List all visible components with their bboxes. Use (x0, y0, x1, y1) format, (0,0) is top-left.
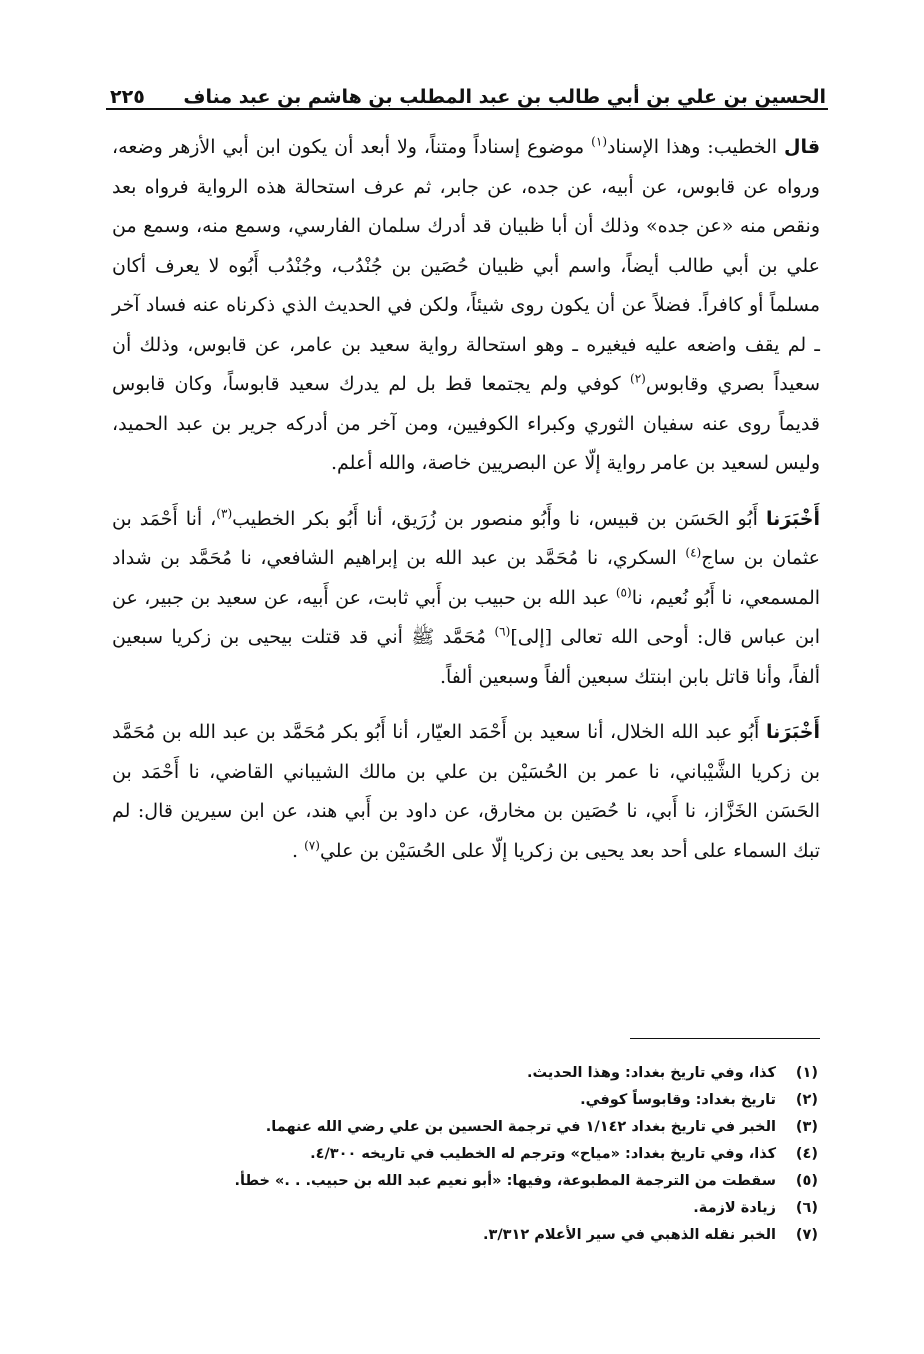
main-text (112, 128, 820, 871)
text-segment: أَبُو الحَسَن بن قبيس، نا وأَبُو منصور بن زُرَيق، أنا أَبُو بكر الخطيب (232, 507, 766, 530)
page-number: ٢٢٥ (110, 86, 145, 108)
text-segment: الخطيب: وهذا الإسناد (607, 136, 784, 158)
footnote-number: (٢) (795, 1092, 818, 1108)
paragraph-lead: أَخْبَرَنا (765, 721, 820, 743)
footnote-number: (٦) (795, 1200, 818, 1216)
text-segment: كوفي ولم يجتمعا قط بل لم يدرك سعيد قابوساً، وكان قابوس قديماً روى عنه سفيان الثوري وكبراء الكوفيين، ومن آخر من أدركه جرير بن عبد الحميد، وليس لسعيد بن عامر رواية إلّا عن البصريين خاصة، والله أعلم. (112, 373, 820, 474)
footnote-ref-3: (٣) (216, 506, 233, 521)
paragraph-lead: قال (783, 136, 821, 158)
footnote-4 (112, 1141, 818, 1168)
paragraph-narration-2 (112, 713, 820, 871)
footnote-text: تاريخ بغداد: وقابوساً كوفي. (580, 1092, 776, 1108)
footnote-ref-6: (٦) (494, 624, 511, 639)
footnote-ref-2: (٢) (630, 371, 646, 386)
paragraph-khatib-comment (112, 128, 820, 484)
footnote-separator (630, 1038, 820, 1039)
text-segment: السكري، نا مُحَمَّد بن عبد الله بن إبراهيم الشافعي، نا مُحَمَّد بن شداد المسمعي، نا أَبُو نُعيم، نا (112, 547, 821, 609)
footnote-text: الخبر نقله الذهبي في سير الأعلام ٣/٣١٢. (482, 1227, 776, 1243)
footnotes (112, 1060, 818, 1249)
text-segment: أَبُو عبد الله الخلال، أنا سعيد بن أَحْمَد العيّار، أنا أَبُو بكر مُحَمَّد بن عبد الله بن مُحَمَّد بن زكريا الشَّيْباني، نا عمر بن الحُسَيْن بن علي بن مالك الشيباني القاضي، نا أَحْمَد بن الحَسَن الخَزَّاز، نا أَبي، نا حُصَين بن مخارق، عن داود بن أَبي هند، عن ابن سيرين قال: لم تبك السماء على أحد بعد يحيى بن زكريا إلّا على الحُسَيْن بن علي (112, 721, 820, 862)
footnote-ref-1: (١) (591, 134, 607, 149)
footnote-number: (١) (795, 1065, 818, 1081)
running-head (110, 68, 826, 108)
text-segment: موضوع إسناداً ومتناً، ولا أبعد أن يكون ابن أبي الأزهر وضعه، ورواه عن قابوس، عن أبيه، عن جده، عن جابر، ثم عرف استحالة هذه الرواية فرواه بعد ونقص منه «عن جده» وذلك أن أبا ظبيان قد أدرك سلمان الفارسي، وسمع منه، وسمع من علي بن أبي طالب أيضاً، واسم أبي ظبيان حُصَين بن جُنْدُب، وجُنْدُب أَبُوه لا يعرف أكان مسلماً أو كافراً. فضلاً عن أن يكون روى شيئاً، ولكن في الحديث الذي ذكرناه عنه فساد آخر ـ لم يقف واضعه عليه فيغيره ـ وهو استحالة رواية سعيد بن عامر، عن قابوس، وذلك أن سعيداً بصري وقابوس (112, 136, 820, 395)
text-segment: . (292, 839, 305, 862)
footnote-ref-4: (٤) (685, 545, 702, 560)
footnote-number: (٧) (795, 1227, 818, 1243)
footnote-text: سقطت من الترجمة المطبوعة، وفيها: «أبو نعيم عبد الله بن حبيب. . .» خطأ. (234, 1173, 776, 1189)
footnote-ref-7: (٧) (304, 838, 320, 853)
footnote-1 (112, 1060, 818, 1087)
footnote-number: (٤) (795, 1146, 818, 1162)
footnote-text: كذا، وفي تاريخ بغداد: وهذا الحديث. (526, 1065, 776, 1081)
footnote-5 (112, 1168, 818, 1195)
header-rule (106, 108, 828, 110)
footnote-7 (112, 1222, 818, 1249)
footnote-6 (112, 1195, 818, 1222)
text-segment: عبد الله بن حبيب بن أَبي ثابت، عن أَبيه، عن سعيد بن جبير، عن ابن عباس قال: أوحى الله تعالى [إلى] (112, 586, 820, 648)
footnote-2 (112, 1087, 818, 1114)
running-title: الحسين بن علي بن أبي طالب بن عبد المطلب بن هاشم بن عبد مناف (183, 86, 826, 108)
paragraph-lead: أَخْبَرَنا (765, 507, 820, 530)
footnote-number: (٥) (795, 1173, 818, 1189)
paragraph-narration-1 (112, 500, 820, 698)
footnote-text: زيادة لازمة. (693, 1200, 776, 1216)
text-segment: ، أنا أَحْمَد بن عثمان بن ساج (112, 507, 820, 569)
footnote-text: الخبر في تاريخ بغداد ١/١٤٢ في ترجمة الحسين بن علي رضي الله عنهما. (265, 1119, 776, 1135)
footnote-number: (٣) (795, 1119, 818, 1135)
footnote-3 (112, 1114, 818, 1141)
footnote-text: كذا، وفي تاريخ بغداد: «مياح» وترجم له الخطيب في تاريخه ٤/٣٠٠. (310, 1146, 776, 1162)
footnote-ref-5: (٥) (615, 585, 632, 600)
text-segment: مُحَمَّد ﷺ أني قد قتلت بيحيى بن زكريا سبعين ألفاً، وأنا قاتل بابن ابنتك سبعين ألفاً وسبعين ألفاً. (112, 626, 820, 688)
